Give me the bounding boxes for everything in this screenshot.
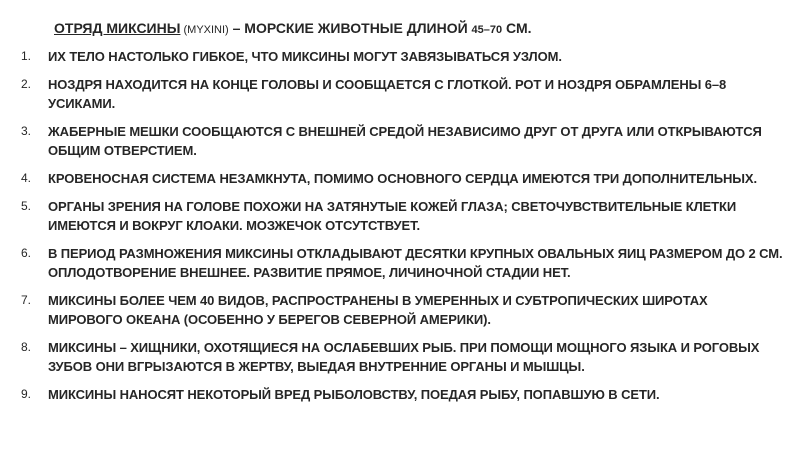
list-item-number: 4.	[21, 171, 32, 185]
title-latin-name: (MYXINI)	[180, 24, 229, 36]
slide-title	[54, 19, 784, 39]
list-item-number: 3.	[21, 124, 32, 138]
list-item	[0, 291, 800, 329]
list-item-number: 5.	[21, 199, 32, 213]
list-item-text: ОРГАНЫ ЗРЕНИЯ НА ГОЛОВЕ ПОХОЖИ НА ЗАТЯНУТЫЕ КОЖЕЙ ГЛАЗА; СВЕТОЧУВСТВИТЕЛЬНЫЕ КЛЕТКИ ИМЕЮТСЯ И ВОКРУГ КЛОАКИ. МОЗЖЕЧОК ОТСУТСТВУЕТ.	[48, 199, 737, 233]
list-item-text: МИКСИНЫ – ХИЩНИКИ, ОХОТЯЩИЕСЯ НА ОСЛАБЕВШИХ РЫБ. ПРИ ПОМОЩИ МОЩНОГО ЯЗЫКА И РОГОВЫХ ЗУБОВ ОНИ ВГРЫЗАЮТСЯ В ЖЕРТВУ, ВЫЕДАЯ ВНУТРЕННИЕ ОРГАНЫ И МЫШЦЫ.	[48, 340, 760, 374]
list-item	[0, 47, 800, 66]
list-item-text: ИХ ТЕЛО НАСТОЛЬКО ГИБКОЕ, ЧТО МИКСИНЫ МОГУТ ЗАВЯЗЫВАТЬСЯ УЗЛОМ.	[48, 49, 562, 64]
list-item-text: ЖАБЕРНЫЕ МЕШКИ СООБЩАЮТСЯ С ВНЕШНЕЙ СРЕДОЙ НЕЗАВИСИМО ДРУГ ОТ ДРУГА ИЛИ ОТКРЫВАЮТСЯ ОБЩИМ ОТВЕРСТИЕМ.	[48, 124, 762, 158]
title-description: – МОРСКИЕ ЖИВОТНЫЕ ДЛИНОЙ	[228, 20, 472, 36]
title-length-unit: СМ.	[502, 20, 532, 36]
list-item	[0, 244, 800, 282]
title-length-value: 45–70	[471, 24, 503, 36]
list-item	[0, 338, 800, 376]
title-order-name: ОТРЯД МИКСИНЫ	[54, 20, 181, 36]
list-item	[0, 385, 800, 404]
list-item-number: 1.	[21, 49, 32, 63]
list-item-text: КРОВЕНОСНАЯ СИСТЕМА НЕЗАМКНУТА, ПОМИМО ОСНОВНОГО СЕРДЦА ИМЕЮТСЯ ТРИ ДОПОЛНИТЕЛЬНЫХ.	[48, 171, 757, 186]
list-item-number: 6.	[21, 246, 32, 260]
list-item	[0, 122, 800, 160]
list-item	[0, 169, 800, 188]
list-item	[0, 75, 800, 113]
list-item-number: 2.	[21, 77, 32, 91]
list-item-text: НОЗДРЯ НАХОДИТСЯ НА КОНЦЕ ГОЛОВЫ И СООБЩАЕТСЯ С ГЛОТКОЙ. РОТ И НОЗДРЯ ОБРАМЛЕНЫ 6–8 УСИКАМИ.	[48, 77, 727, 111]
list-item-number: 8.	[21, 340, 32, 354]
list-item-text: В ПЕРИОД РАЗМНОЖЕНИЯ МИКСИНЫ ОТКЛАДЫВАЮТ ДЕСЯТКИ КРУПНЫХ ОВАЛЬНЫХ ЯИЦ РАЗМЕРОМ ДО 2 СМ. ОПЛОДОТВОРЕНИЕ ВНЕШНЕЕ. РАЗВИТИЕ ПРЯМОЕ, ЛИЧИНОЧНОЙ СТАДИИ НЕТ.	[48, 246, 783, 280]
list-item	[0, 197, 800, 235]
list-item-text: МИКСИНЫ БОЛЕЕ ЧЕМ 40 ВИДОВ, РАСПРОСТРАНЕНЫ В УМЕРЕННЫХ И СУБТРОПИЧЕСКИХ ШИРОТАХ МИРОВОГО ОКЕАНА (ОСОБЕННО У БЕРЕГОВ СЕВЕРНОЙ АМЕРИКИ).	[48, 293, 708, 327]
list-item-number: 7.	[21, 293, 32, 307]
facts-list	[0, 47, 800, 413]
list-item-text: МИКСИНЫ НАНОСЯТ НЕКОТОРЫЙ ВРЕД РЫБОЛОВСТВУ, ПОЕДАЯ РЫБУ, ПОПАВШУЮ В СЕТИ.	[48, 387, 660, 402]
list-item-number: 9.	[21, 387, 32, 401]
